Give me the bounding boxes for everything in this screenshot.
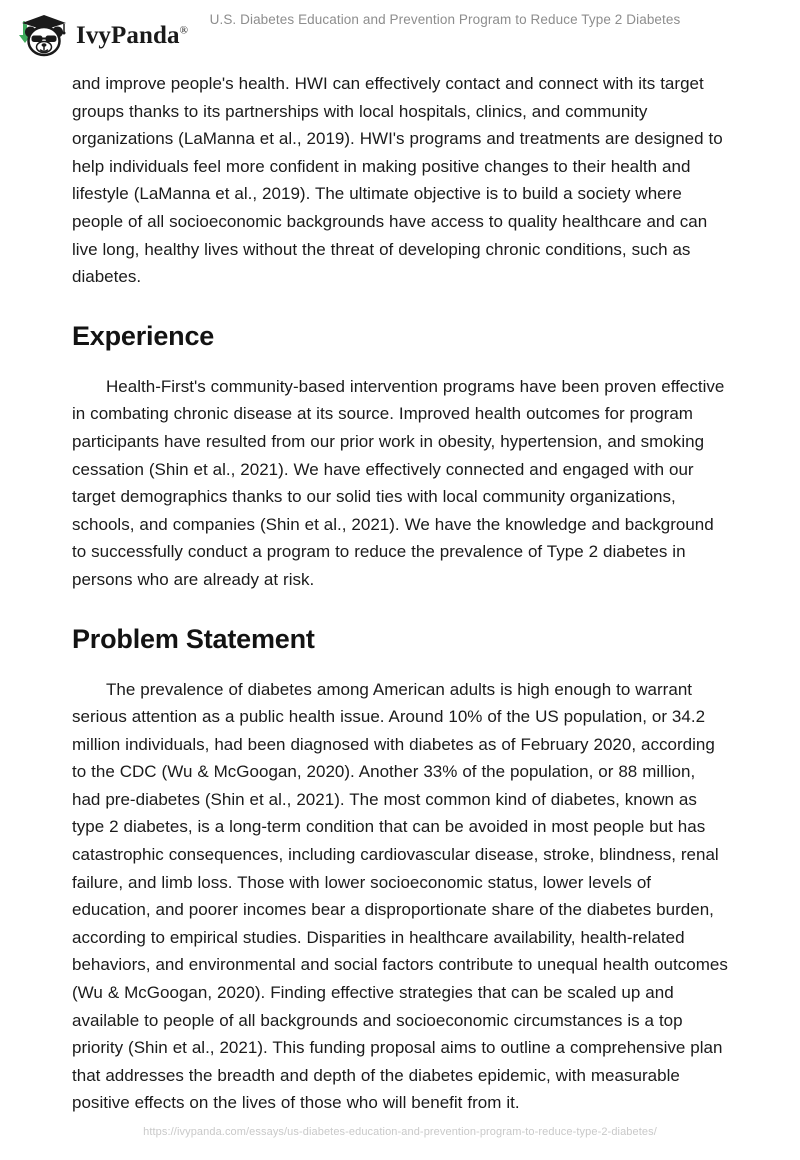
paragraph-problem-statement: The prevalence of diabetes among American adults is high enough to warrant serious attention as a public health issue. Around 10% of the US population, or 34.2 million individuals, had been diagnosed with diabetes as of February 2020, according to the CDC (Wu & McGoogan, 2020). Another 33% of the population, or 88 million, had pre-diabetes (Shin et al., 2021). The most common kind of diabetes, known as type 2 diabetes, is a long-term condition that can be avoided in most people but has catastrophic consequences, including cardiovascular disease, stroke, blindness, renal failure, and limb loss. Those with lower socioeconomic status, lower levels of education, and poorer incomes bear a disproportionate share of the diabetes burden, according to empirical studies. Disparities in healthcare availability, health-related behaviors, and environmental and social factors contribute to unequal health outcomes (Wu & McGoogan, 2020). Finding effective strategies that can be scaled up and available to people of all backgrounds and socioeconomic circumstances is a top priority (Shin et al., 2021). This funding proposal aims to outline a comprehensive plan that addresses the breadth and depth of the diabetes epidemic, with measurable positive effects on the lives of those who will benefit from it. — [72, 679, 728, 1113]
page-header — [0, 0, 800, 66]
spacer — [72, 291, 728, 319]
spacer — [72, 353, 728, 373]
registered-trademark-icon: ® — [179, 24, 189, 37]
paragraph-continued-intro: and improve people's health. HWI can effectively contact and connect with its target groups thanks to its partnerships with local hospitals, clinics, and community organizations (LaManna et al., 2019). HWI's programs and treatments are designed to help individuals feel more confident in making positive changes to their health and lifestyle (LaManna et al., 2019). The ultimate objective is to build a society where people of all socioeconomic backgrounds have access to quality healthcare and can live long, healthy lives without the threat of developing chronic conditions, such as diabetes. — [72, 74, 723, 287]
document-running-title: U.S. Diabetes Education and Prevention Program to Reduce Type 2 Diabetes — [209, 12, 681, 27]
source-url[interactable]: https://ivypanda.com/essays/us-diabetes-education-and-prevention-program-to-reduce-type-2-diabetes/ — [143, 1126, 657, 1138]
heading-experience: Experience — [72, 320, 215, 351]
document-body — [72, 70, 728, 1117]
spacer — [72, 656, 728, 676]
spacer — [72, 594, 728, 622]
paragraph-experience: Health-First's community-based intervention programs have been proven effective in combating chronic disease at its source. Improved health outcomes for program participants have resulted from our prior work in obesity, hypertension, and smoking cessation (Shin et al., 2021). We have effectively connected and engaged with our target demographics thanks to our solid ties with local community organizations, schools, and companies (Shin et al., 2021). We have the knowledge and background to successfully conduct a program to reduce the prevalence of Type 2 diabetes in persons who are already at risk. — [72, 376, 725, 589]
page-footer — [0, 1122, 800, 1140]
brand-name: IvyPanda® — [76, 21, 189, 49]
heading-problem-statement: Problem Statement — [72, 623, 315, 654]
